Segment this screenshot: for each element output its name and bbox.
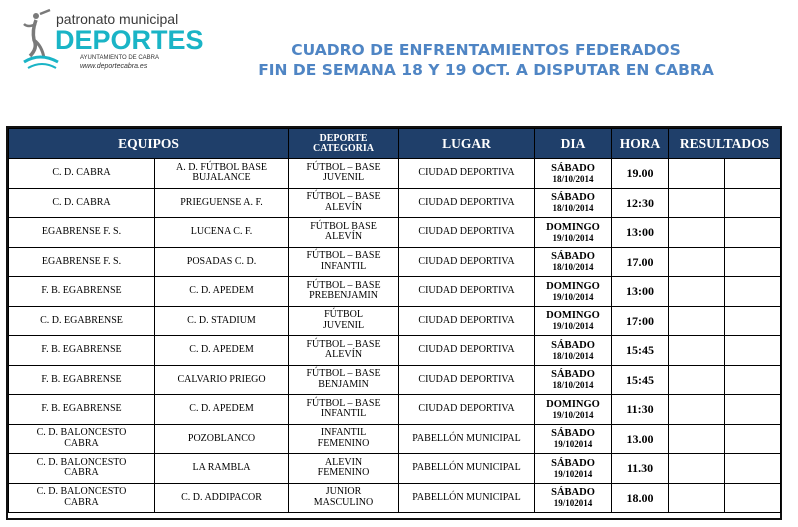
table-row xyxy=(9,424,781,454)
home-team-cell-line: CABRA xyxy=(64,467,99,479)
home-team-cell xyxy=(9,336,155,366)
day-date: 19/10/2014 xyxy=(552,409,594,420)
category-cell-line: JUVENIL xyxy=(322,319,365,331)
result-cell[interactable] xyxy=(725,454,781,484)
home-team-cell-line: C. D. BALONCESTO xyxy=(36,427,127,439)
result-cell[interactable] xyxy=(725,247,781,277)
patronato-logo xyxy=(22,8,204,74)
away-team-cell xyxy=(155,395,289,425)
category-cell-line: FÚTBOL – BASE xyxy=(306,368,381,380)
away-team-cell-line: A. D. FÚTBOL BASE xyxy=(175,161,268,173)
day-name: SÁBADO xyxy=(551,162,595,174)
away-team-cell-line: C. D. ADDIPACOR xyxy=(181,491,262,503)
day-date: 18/10/2014 xyxy=(552,173,594,184)
table-row xyxy=(9,365,781,395)
page-subtitle: FIN DE SEMANA 18 Y 19 OCT. A DISPUTAR EN CABRA xyxy=(258,61,714,79)
category-cell xyxy=(289,336,399,366)
away-team-cell-line: C. D. APEDEM xyxy=(189,403,254,414)
category-cell-line: ALEVÍN xyxy=(324,349,363,361)
day-name: SÁBADO xyxy=(551,428,595,440)
result-cell[interactable] xyxy=(725,218,781,248)
category-cell xyxy=(289,188,399,218)
category-cell xyxy=(289,306,399,336)
day-date: 19/102014 xyxy=(553,439,593,450)
day-date: 19/102014 xyxy=(553,498,593,509)
table-row xyxy=(9,247,781,277)
home-team-cell-line: C. D. CABRA xyxy=(52,196,111,208)
away-team-cell xyxy=(155,306,289,336)
time-cell: 13:00 xyxy=(612,277,669,307)
venue-cell: CIUDAD DEPORTIVA xyxy=(399,336,535,366)
time-cell: 19.00 xyxy=(612,159,669,189)
header-lugar: LUGAR xyxy=(399,129,535,159)
category-cell-line: ALEVÍN xyxy=(324,231,363,243)
away-team-cell-line: POSADAS C. D. xyxy=(186,255,257,267)
time-cell: 12:30 xyxy=(612,188,669,218)
category-cell-line: MASCULINO xyxy=(313,496,374,508)
venue-cell: PABELLÓN MUNICIPAL xyxy=(399,424,535,454)
home-team-cell xyxy=(9,247,155,277)
logo-line3: AYUNTAMIENTO DE CABRA xyxy=(80,55,160,61)
category-cell-line: FÚTBOL – BASE xyxy=(306,161,381,173)
category-cell-line: INFANTIL xyxy=(320,408,367,420)
home-team-cell-line: EGABRENSE F. S. xyxy=(41,226,122,237)
category-cell-line: FÚTBOL BASE xyxy=(310,220,377,232)
venue-cell: CIUDAD DEPORTIVA xyxy=(399,365,535,395)
away-team-cell xyxy=(155,188,289,218)
table-header-row xyxy=(9,129,781,159)
day-cell xyxy=(535,188,612,218)
header-deporte: DEPORTE xyxy=(319,132,368,144)
result-cell[interactable] xyxy=(725,306,781,336)
away-team-cell xyxy=(155,336,289,366)
result-cell[interactable] xyxy=(669,277,725,307)
result-cell[interactable] xyxy=(669,336,725,366)
result-cell[interactable] xyxy=(669,424,725,454)
venue-cell: CIUDAD DEPORTIVA xyxy=(399,395,535,425)
home-team-cell-line: C. D. BALONCESTO xyxy=(36,486,127,498)
venue-cell: CIUDAD DEPORTIVA xyxy=(399,247,535,277)
time-cell: 15:45 xyxy=(612,336,669,366)
time-cell: 13.00 xyxy=(612,424,669,454)
day-cell xyxy=(535,247,612,277)
category-cell-line: FÚTBOL – BASE xyxy=(306,338,381,350)
category-cell xyxy=(289,395,399,425)
day-date: 18/10/2014 xyxy=(552,350,594,361)
away-team-cell-line: LA RAMBLA xyxy=(192,462,251,473)
logo-line1: patronato municipal xyxy=(56,11,179,27)
home-team-cell-line: F. B. EGABRENSE xyxy=(41,285,122,296)
day-cell xyxy=(535,277,612,307)
category-cell xyxy=(289,454,399,484)
day-cell xyxy=(535,424,612,454)
result-cell[interactable] xyxy=(725,424,781,454)
home-team-cell xyxy=(9,159,155,189)
result-cell[interactable] xyxy=(725,159,781,189)
time-cell: 15:45 xyxy=(612,365,669,395)
venue-cell: CIUDAD DEPORTIVA xyxy=(399,218,535,248)
home-team-cell xyxy=(9,277,155,307)
table-row xyxy=(9,306,781,336)
page-title: CUADRO DE ENFRENTAMIENTOS FEDERADOS xyxy=(291,41,681,59)
result-cell[interactable] xyxy=(669,159,725,189)
away-team-cell-line: C. D. STADIUM xyxy=(187,314,256,326)
header-dia: DIA xyxy=(535,129,612,159)
category-cell xyxy=(289,277,399,307)
result-cell[interactable] xyxy=(725,395,781,425)
category-cell xyxy=(289,483,399,513)
header-equipos: EQUIPOS xyxy=(9,129,289,159)
home-team-cell-line: F. B. EGABRENSE xyxy=(41,344,122,355)
day-cell xyxy=(535,218,612,248)
result-cell[interactable] xyxy=(669,395,725,425)
time-cell: 18.00 xyxy=(612,483,669,513)
away-team-cell xyxy=(155,159,289,189)
result-cell[interactable] xyxy=(669,188,725,218)
result-cell[interactable] xyxy=(669,365,725,395)
day-date: 19/10/2014 xyxy=(552,291,594,302)
category-cell-line: FEMENINO xyxy=(317,437,370,449)
category-cell xyxy=(289,247,399,277)
venue-cell: CIUDAD DEPORTIVA xyxy=(399,159,535,189)
table-row xyxy=(9,218,781,248)
category-cell-line: JUNIOR xyxy=(325,486,362,498)
category-cell xyxy=(289,218,399,248)
category-cell-line: INFANTIL xyxy=(320,427,367,439)
home-team-cell-line: F. B. EGABRENSE xyxy=(41,373,122,385)
day-cell xyxy=(535,395,612,425)
table-row xyxy=(9,277,781,307)
day-cell xyxy=(535,483,612,513)
away-team-cell xyxy=(155,365,289,395)
result-cell[interactable] xyxy=(669,218,725,248)
day-date: 19/102014 xyxy=(553,468,593,479)
category-cell-line: FÚTBOL – BASE xyxy=(306,250,381,262)
day-cell xyxy=(535,365,612,395)
category-cell-line: ALEVIN xyxy=(324,456,363,468)
home-team-cell-line: C. D. EGABRENSE xyxy=(40,314,123,326)
table-body xyxy=(9,159,781,513)
category-cell-line: JUVENIL xyxy=(322,172,365,184)
day-name: SÁBADO xyxy=(551,457,595,469)
day-cell xyxy=(535,306,612,336)
header-deporte-categoria xyxy=(289,129,399,159)
category-cell xyxy=(289,424,399,454)
home-team-cell xyxy=(9,306,155,336)
category-cell xyxy=(289,365,399,395)
venue-cell: CIUDAD DEPORTIVA xyxy=(399,277,535,307)
home-team-cell xyxy=(9,454,155,484)
home-team-cell-line: EGABRENSE F. S. xyxy=(41,255,122,267)
away-team-cell xyxy=(155,247,289,277)
category-cell-line: ALEVÍN xyxy=(324,201,363,213)
header-resultados: RESULTADOS xyxy=(669,129,781,159)
table-row xyxy=(9,188,781,218)
fixtures-table-frame xyxy=(6,126,782,520)
result-cell[interactable] xyxy=(669,247,725,277)
result-cell[interactable] xyxy=(725,483,781,513)
header-categoria: CATEGORIA xyxy=(313,142,374,154)
home-team-cell xyxy=(9,483,155,513)
venue-cell: PABELLÓN MUNICIPAL xyxy=(399,454,535,484)
day-name: SÁBADO xyxy=(551,487,595,499)
category-cell-line: BENJAMIN xyxy=(318,378,369,390)
home-team-cell-line: F. B. EGABRENSE xyxy=(41,403,122,414)
time-cell: 17.00 xyxy=(612,247,669,277)
away-team-cell-line: BUJALANCE xyxy=(192,172,251,184)
result-cell[interactable] xyxy=(669,483,725,513)
day-name: DOMINGO xyxy=(546,280,600,292)
result-cell[interactable] xyxy=(725,188,781,218)
logo-url: www.deportecabra.es xyxy=(80,63,148,70)
time-cell: 13:00 xyxy=(612,218,669,248)
home-team-cell xyxy=(9,188,155,218)
away-team-cell xyxy=(155,454,289,484)
header-hora: HORA xyxy=(612,129,669,159)
day-cell xyxy=(535,159,612,189)
day-name: DOMINGO xyxy=(546,221,600,233)
away-team-cell xyxy=(155,218,289,248)
result-cell[interactable] xyxy=(669,306,725,336)
away-team-cell-line: PRIEGUENSE A. F. xyxy=(180,196,263,208)
venue-cell: PABELLÓN MUNICIPAL xyxy=(399,483,535,513)
category-cell xyxy=(289,159,399,189)
home-team-cell xyxy=(9,424,155,454)
day-name: SÁBADO xyxy=(551,251,595,263)
table-row xyxy=(9,395,781,425)
day-cell xyxy=(535,454,612,484)
home-team-cell xyxy=(9,395,155,425)
day-name: DOMINGO xyxy=(546,310,600,322)
day-name: DOMINGO xyxy=(546,398,600,410)
venue-cell: CIUDAD DEPORTIVA xyxy=(399,306,535,336)
day-name: SÁBADO xyxy=(551,369,595,381)
table-row xyxy=(9,483,781,513)
home-team-cell-line: CABRA xyxy=(64,437,99,449)
category-cell-line: FÚTBOL – BASE xyxy=(306,191,381,203)
result-cell[interactable] xyxy=(725,277,781,307)
result-cell[interactable] xyxy=(669,454,725,484)
category-cell-line: FEMENINO xyxy=(317,467,370,479)
day-name: SÁBADO xyxy=(551,339,595,351)
away-team-cell-line: POZOBLANCO xyxy=(187,432,256,444)
fixtures-table xyxy=(8,128,781,513)
category-cell-line: PREBENJAMIN xyxy=(309,290,378,302)
away-team-cell-line: LUCENA C. F. xyxy=(190,226,253,237)
away-team-cell xyxy=(155,483,289,513)
away-team-cell-line: C. D. APEDEM xyxy=(189,285,254,296)
day-date: 19/10/2014 xyxy=(552,321,594,332)
category-cell-line: FÚTBOL – BASE xyxy=(306,279,381,291)
away-team-cell xyxy=(155,277,289,307)
time-cell: 11.30 xyxy=(612,454,669,484)
away-team-cell-line: C. D. APEDEM xyxy=(189,344,254,355)
day-date: 19/10/2014 xyxy=(552,232,594,243)
home-team-cell xyxy=(9,365,155,395)
day-date: 18/10/2014 xyxy=(552,380,594,391)
home-team-cell xyxy=(9,218,155,248)
time-cell: 11:30 xyxy=(612,395,669,425)
day-name: SÁBADO xyxy=(551,192,595,204)
day-date: 18/10/2014 xyxy=(552,262,594,273)
result-cell[interactable] xyxy=(725,365,781,395)
category-cell-line: INFANTIL xyxy=(320,260,367,272)
day-date: 18/10/2014 xyxy=(552,203,594,214)
category-cell-line: FÚTBOL xyxy=(324,309,363,321)
home-team-cell-line: CABRA xyxy=(64,496,99,508)
home-team-cell-line: C. D. BALONCESTO xyxy=(36,456,127,468)
home-team-cell-line: C. D. CABRA xyxy=(52,167,111,178)
result-cell[interactable] xyxy=(725,336,781,366)
venue-cell: CIUDAD DEPORTIVA xyxy=(399,188,535,218)
away-team-cell-line: CALVARIO PRIEGO xyxy=(177,373,266,385)
away-team-cell xyxy=(155,424,289,454)
category-cell-line: FÚTBOL – BASE xyxy=(306,397,381,409)
time-cell: 17:00 xyxy=(612,306,669,336)
table-row xyxy=(9,336,781,366)
logo-line2: DEPORTES xyxy=(55,25,204,55)
table-row xyxy=(9,159,781,189)
table-row xyxy=(9,454,781,484)
day-cell xyxy=(535,336,612,366)
